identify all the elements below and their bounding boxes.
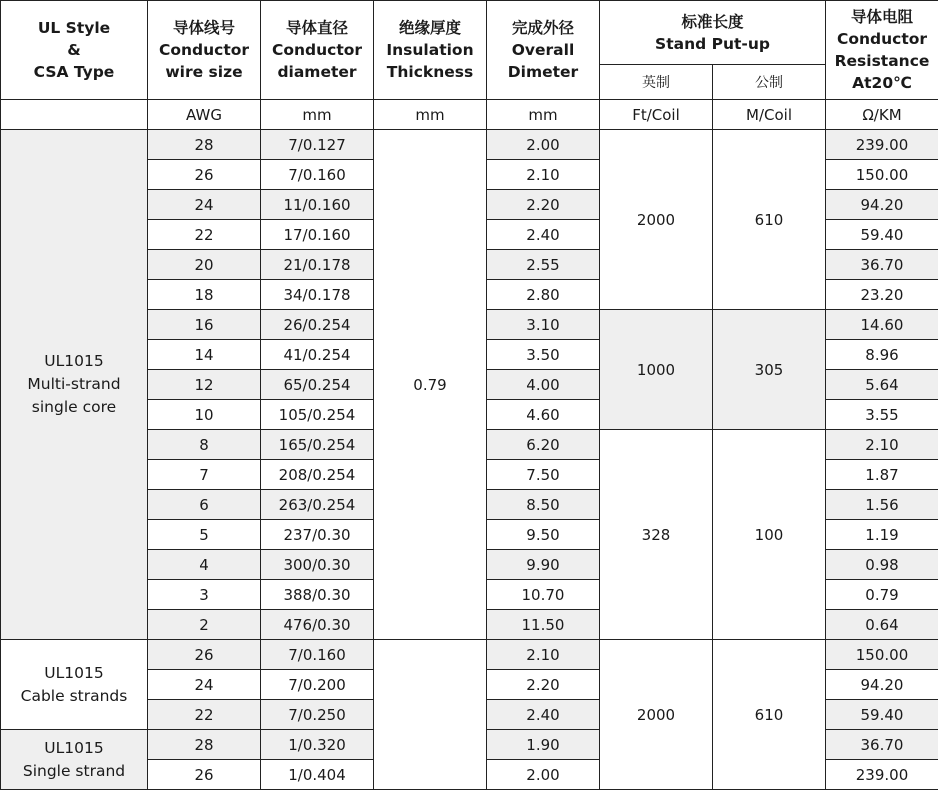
overall-cell: 9.50 <box>487 520 600 550</box>
header-insulation-thickness: 绝缘厚度 Insulation Thickness <box>374 1 487 100</box>
unit-insulation: mm <box>374 100 487 130</box>
insulation-blank-cell <box>374 640 487 790</box>
awg-cell: 26 <box>148 160 261 190</box>
resistance-cell: 14.60 <box>826 310 938 340</box>
awg-cell: 10 <box>148 400 261 430</box>
resistance-cell: 8.96 <box>826 340 938 370</box>
awg-cell: 12 <box>148 370 261 400</box>
unit-style-blank <box>1 100 148 130</box>
diameter-cell: 7/0.160 <box>261 640 374 670</box>
diameter-cell: 105/0.254 <box>261 400 374 430</box>
resistance-cell: 23.20 <box>826 280 938 310</box>
m-coil-cell: 100 <box>713 430 826 640</box>
diameter-cell: 65/0.254 <box>261 370 374 400</box>
awg-cell: 14 <box>148 340 261 370</box>
overall-cell: 7.50 <box>487 460 600 490</box>
unit-diameter: mm <box>261 100 374 130</box>
overall-cell: 6.20 <box>487 430 600 460</box>
awg-cell: 7 <box>148 460 261 490</box>
diameter-cell: 7/0.250 <box>261 700 374 730</box>
resistance-cell: 150.00 <box>826 640 938 670</box>
diameter-cell: 7/0.127 <box>261 130 374 160</box>
header-ul-style: UL Style & CSA Type <box>1 1 148 100</box>
diameter-cell: 34/0.178 <box>261 280 374 310</box>
resistance-cell: 59.40 <box>826 700 938 730</box>
unit-ft-coil: Ft/Coil <box>600 100 713 130</box>
overall-cell: 10.70 <box>487 580 600 610</box>
awg-cell: 3 <box>148 580 261 610</box>
table-row <box>1 640 938 670</box>
awg-cell: 28 <box>148 130 261 160</box>
overall-cell: 2.40 <box>487 700 600 730</box>
awg-cell: 20 <box>148 250 261 280</box>
header-standard-length: 标准长度 Stand Put-up <box>600 1 826 65</box>
awg-cell: 8 <box>148 430 261 460</box>
unit-m-coil: M/Coil <box>713 100 826 130</box>
diameter-cell: 476/0.30 <box>261 610 374 640</box>
awg-cell: 22 <box>148 700 261 730</box>
overall-cell: 2.00 <box>487 760 600 790</box>
header-conductor-diameter: 导体直径 Conductor diameter <box>261 1 374 100</box>
resistance-cell: 239.00 <box>826 130 938 160</box>
overall-cell: 1.90 <box>487 730 600 760</box>
overall-cell: 2.10 <box>487 640 600 670</box>
resistance-cell: 3.55 <box>826 400 938 430</box>
unit-awg: AWG <box>148 100 261 130</box>
header-conductor-resistance: 导体电阻 Conductor Resistance At20℃ <box>826 1 938 100</box>
overall-cell: 2.10 <box>487 160 600 190</box>
awg-cell: 22 <box>148 220 261 250</box>
header-imperial: 英制 <box>600 65 713 100</box>
resistance-cell: 5.64 <box>826 370 938 400</box>
awg-cell: 2 <box>148 610 261 640</box>
overall-cell: 9.90 <box>487 550 600 580</box>
unit-resistance: Ω/KM <box>826 100 938 130</box>
diameter-cell: 7/0.160 <box>261 160 374 190</box>
resistance-cell: 94.20 <box>826 670 938 700</box>
diameter-cell: 263/0.254 <box>261 490 374 520</box>
awg-cell: 16 <box>148 310 261 340</box>
awg-cell: 24 <box>148 670 261 700</box>
resistance-cell: 1.87 <box>826 460 938 490</box>
header-metric: 公制 <box>713 65 826 100</box>
ft-coil-cell: 328 <box>600 430 713 640</box>
ul-style-cell: UL1015 Multi-strand single core <box>1 130 148 640</box>
diameter-cell: 208/0.254 <box>261 460 374 490</box>
header-wire-size: 导体线号 Conductor wire size <box>148 1 261 100</box>
table-row <box>1 130 938 160</box>
diameter-cell: 7/0.200 <box>261 670 374 700</box>
awg-cell: 18 <box>148 280 261 310</box>
resistance-cell: 0.64 <box>826 610 938 640</box>
overall-cell: 2.55 <box>487 250 600 280</box>
diameter-cell: 11/0.160 <box>261 190 374 220</box>
awg-cell: 26 <box>148 760 261 790</box>
resistance-cell: 36.70 <box>826 250 938 280</box>
overall-cell: 11.50 <box>487 610 600 640</box>
diameter-cell: 1/0.320 <box>261 730 374 760</box>
diameter-cell: 300/0.30 <box>261 550 374 580</box>
awg-cell: 24 <box>148 190 261 220</box>
spec-table-body <box>1 130 938 790</box>
ft-coil-cell: 2000 <box>600 640 713 790</box>
overall-cell: 2.20 <box>487 670 600 700</box>
resistance-cell: 1.56 <box>826 490 938 520</box>
diameter-cell: 41/0.254 <box>261 340 374 370</box>
insulation-cell: 0.79 <box>374 130 487 640</box>
overall-cell: 4.60 <box>487 400 600 430</box>
ul-style-cell: UL1015 Cable strands <box>1 640 148 730</box>
resistance-cell: 94.20 <box>826 190 938 220</box>
diameter-cell: 388/0.30 <box>261 580 374 610</box>
diameter-cell: 237/0.30 <box>261 520 374 550</box>
m-coil-cell: 305 <box>713 310 826 430</box>
diameter-cell: 26/0.254 <box>261 310 374 340</box>
ft-coil-cell: 1000 <box>600 310 713 430</box>
awg-cell: 28 <box>148 730 261 760</box>
resistance-cell: 0.79 <box>826 580 938 610</box>
overall-cell: 2.40 <box>487 220 600 250</box>
diameter-cell: 21/0.178 <box>261 250 374 280</box>
ft-coil-cell: 2000 <box>600 130 713 310</box>
awg-cell: 4 <box>148 550 261 580</box>
resistance-cell: 36.70 <box>826 730 938 760</box>
overall-cell: 4.00 <box>487 370 600 400</box>
unit-overall: mm <box>487 100 600 130</box>
overall-cell: 3.10 <box>487 310 600 340</box>
overall-cell: 8.50 <box>487 490 600 520</box>
header-overall-diameter: 完成外径 Overall Dimeter <box>487 1 600 100</box>
m-coil-cell: 610 <box>713 640 826 790</box>
resistance-cell: 1.19 <box>826 520 938 550</box>
resistance-cell: 0.98 <box>826 550 938 580</box>
ul-style-cell: UL1015 Single strand <box>1 730 148 790</box>
resistance-cell: 59.40 <box>826 220 938 250</box>
resistance-cell: 150.00 <box>826 160 938 190</box>
resistance-cell: 239.00 <box>826 760 938 790</box>
overall-cell: 3.50 <box>487 340 600 370</box>
awg-cell: 26 <box>148 640 261 670</box>
m-coil-cell: 610 <box>713 130 826 310</box>
awg-cell: 5 <box>148 520 261 550</box>
overall-cell: 2.80 <box>487 280 600 310</box>
overall-cell: 2.00 <box>487 130 600 160</box>
overall-cell: 2.20 <box>487 190 600 220</box>
diameter-cell: 17/0.160 <box>261 220 374 250</box>
resistance-cell: 2.10 <box>826 430 938 460</box>
awg-cell: 6 <box>148 490 261 520</box>
diameter-cell: 165/0.254 <box>261 430 374 460</box>
diameter-cell: 1/0.404 <box>261 760 374 790</box>
